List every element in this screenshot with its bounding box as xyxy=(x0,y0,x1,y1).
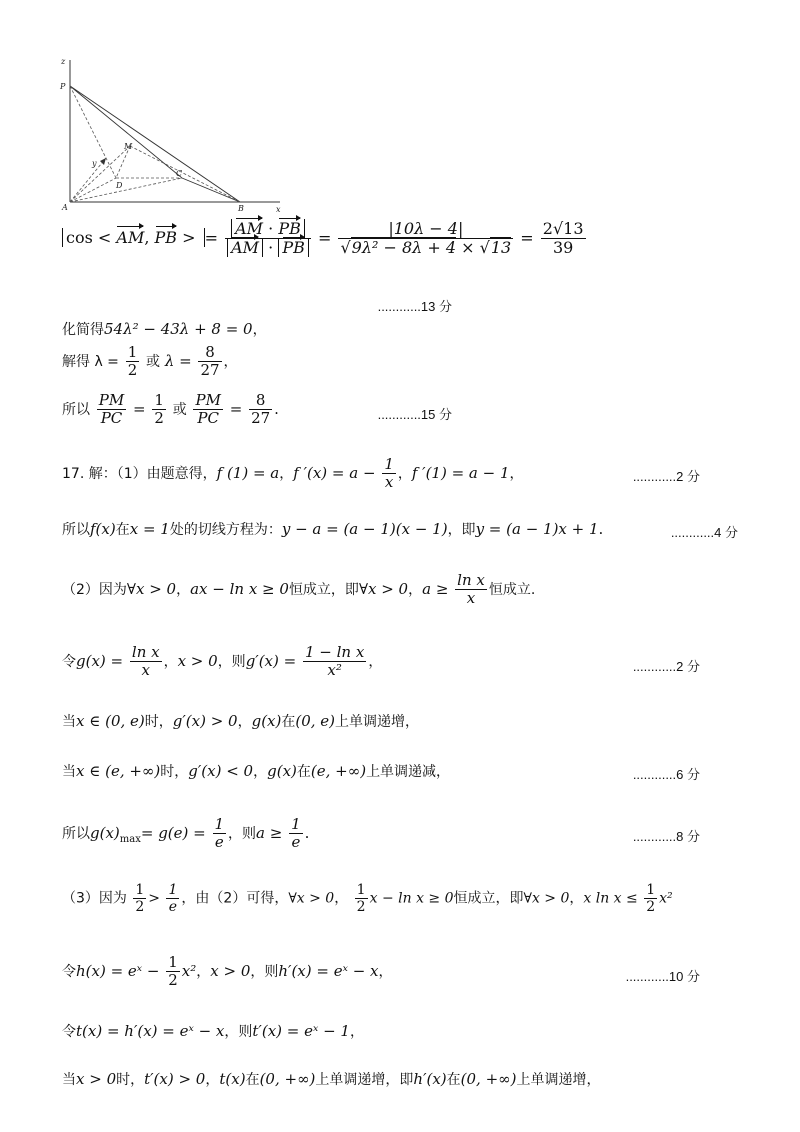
last-t2: 时， xyxy=(116,1072,145,1088)
gmax-sub: max xyxy=(119,833,141,845)
part3-t5: ， xyxy=(569,890,584,907)
score-17b-2: ............2 分 xyxy=(632,659,700,674)
tangent-t1: 所以 xyxy=(62,522,90,538)
part2-c2: ax − ln x ≥ 0 xyxy=(190,579,289,598)
edge-cb xyxy=(182,178,240,202)
label-c: C xyxy=(176,169,183,178)
dec-c4: (e, +∞) xyxy=(310,762,367,780)
let-gp-num: 1 − ln x xyxy=(304,643,365,661)
ratio-frac-pm-pc-2 xyxy=(193,392,222,428)
ratio-r2-den: 27 xyxy=(251,409,271,428)
vec-am: AM xyxy=(116,228,145,248)
solve-tail: ， xyxy=(223,353,238,370)
let-g-gp: g′(x) = xyxy=(245,651,297,670)
ratio-pm-1: PM xyxy=(98,391,125,409)
let-g-t1: 令 xyxy=(62,653,76,670)
edge-pc xyxy=(70,86,182,178)
tangent-t5: . xyxy=(598,520,604,538)
times: × xyxy=(461,238,475,258)
edge-ad xyxy=(70,178,116,202)
part2-frac-num: ln x xyxy=(457,571,485,589)
part3-d4: 2 xyxy=(646,899,656,916)
gmax-eq: = g(e) = xyxy=(140,823,206,842)
q17-line xyxy=(62,456,524,492)
ratio-frac-2 xyxy=(249,392,272,428)
tangent-x1: x = 1 xyxy=(129,520,170,538)
let-h-t2: ， xyxy=(196,963,211,980)
label-x: x xyxy=(276,205,281,214)
ratio-eq-2: = xyxy=(229,399,243,418)
solve-f1-num: 1 xyxy=(127,343,138,361)
dec-t3: ， xyxy=(253,764,268,780)
last-c6: (0, +∞) xyxy=(460,1070,517,1088)
part2-t4: ， xyxy=(408,581,423,598)
part3-t4: 恒成立，即 xyxy=(453,890,524,907)
last-t4: 在 xyxy=(245,1072,260,1088)
let-g-t3: ，则 xyxy=(217,653,246,670)
edge-mb xyxy=(130,146,240,202)
let-g-t2: ， xyxy=(163,653,178,670)
score-13: ............13 分 xyxy=(377,299,452,314)
ratio-r1-num: 1 xyxy=(154,391,164,409)
solve-frac-1 xyxy=(126,344,140,380)
last-t7: 上单调递增， xyxy=(516,1072,601,1088)
part2-t2: ， xyxy=(176,581,191,598)
part3-frac-2 xyxy=(166,882,179,915)
let-t-c1: t(x) = h′(x) = eˣ − x xyxy=(76,1022,225,1040)
score-17-10: ............10 分 xyxy=(625,969,700,984)
gmax-t3: . xyxy=(304,823,310,842)
eq-2: = xyxy=(317,228,332,248)
y-axis-arrow xyxy=(100,158,106,165)
part3-t1: （3）因为 xyxy=(62,890,127,907)
part2-t3: 恒成立，即 xyxy=(288,581,359,598)
dec-c3: g(x) xyxy=(267,762,297,780)
inc-c4: (0, e) xyxy=(295,712,336,730)
inc-t1: 当 xyxy=(62,714,76,730)
inc-c1: x ∈ (0, e) xyxy=(76,712,145,730)
inc-c2: g′(x) > 0 xyxy=(172,712,238,730)
dec-c2: g′(x) < 0 xyxy=(188,762,254,780)
ratio-frac-pm-pc-1 xyxy=(97,392,126,428)
let-t-t3: ， xyxy=(349,1024,364,1040)
last-t5: 上单调递增，即 xyxy=(315,1072,414,1088)
let-h-t1: 令 xyxy=(62,963,76,980)
q17-f1: f (1) = a xyxy=(216,463,280,482)
last-c2: t′(x) > 0 xyxy=(144,1070,206,1088)
inc-c3: g(x) xyxy=(251,712,282,730)
let-t-t2: ，则 xyxy=(224,1024,253,1040)
tangent-t3: 处的切线方程为： xyxy=(169,522,282,538)
dec-line xyxy=(62,762,450,781)
root-1: 9λ² − 8λ + 4 xyxy=(351,238,457,258)
q17-intro: 17. 解：（1）由题意得， xyxy=(62,465,217,482)
let-t-c2: t′(x) = eˣ − 1 xyxy=(252,1022,350,1040)
frac-result xyxy=(541,220,586,258)
ratio-tail: . xyxy=(274,399,279,418)
part3-d2: e xyxy=(168,899,178,916)
geometry-figure xyxy=(58,54,288,214)
gmax-n2: 1 xyxy=(291,815,301,833)
q17-fp1: f ′(1) = a − 1 xyxy=(411,463,510,482)
label-a: A xyxy=(62,203,68,212)
ratio-r2-num: 8 xyxy=(249,392,272,410)
gmax-d2: e xyxy=(291,833,301,852)
tangent-t2: 在 xyxy=(115,522,130,538)
ratio-line xyxy=(62,392,279,428)
label-b: B xyxy=(238,204,244,213)
tangent-fx: f(x) xyxy=(90,520,116,538)
cos-suffix: > xyxy=(182,228,196,248)
score-17-4: ............4 分 xyxy=(670,525,738,540)
inc-t5: 上单调递增， xyxy=(335,714,420,730)
dot-1: · xyxy=(268,219,274,238)
eq-1: = xyxy=(204,228,219,248)
label-p: P xyxy=(60,82,66,91)
simplify-line xyxy=(62,320,267,339)
part3-d3: 2 xyxy=(356,899,366,916)
inc-t2: 时， xyxy=(144,714,173,730)
cos-prefix: cos < xyxy=(66,228,112,248)
edge-pb xyxy=(70,86,240,202)
cos-formula xyxy=(62,220,588,258)
q17-comma-3: ， xyxy=(509,465,524,482)
ratio-r1-den: 2 xyxy=(154,409,164,428)
part2-t1: （2）因为 xyxy=(62,581,127,598)
solve-f2-num: 8 xyxy=(198,344,221,362)
let-h-frac xyxy=(166,954,180,990)
dec-t2: 时， xyxy=(160,764,189,780)
let-g-frac-2 xyxy=(303,644,366,680)
part2-c1: ∀x > 0 xyxy=(126,579,177,598)
simplify-tail: ， xyxy=(252,322,267,338)
let-g-frac xyxy=(130,644,162,680)
solve-line xyxy=(62,344,238,380)
part3-c1: ∀x > 0 xyxy=(288,890,335,907)
part3-n4: 1 xyxy=(646,882,656,898)
part2-frac xyxy=(455,572,487,608)
solve-f2-den: 27 xyxy=(200,361,220,380)
ratio-or: 或 xyxy=(172,401,187,418)
q17-frac-num: 1 xyxy=(384,455,394,473)
q17-comma-2: ， xyxy=(397,465,412,482)
q17-comma-1: ， xyxy=(279,465,294,482)
let-h-c1: x² xyxy=(181,961,197,980)
part3-t2: ，由（2）可得， xyxy=(181,890,289,907)
let-h-t3: ，则 xyxy=(250,963,279,980)
part3-d1: 2 xyxy=(135,899,145,916)
let-g-c1: x > 0 xyxy=(177,651,218,670)
last-c4: (0, +∞) xyxy=(259,1070,316,1088)
vec-pb-num: PB xyxy=(278,219,301,238)
part3-n3: 1 xyxy=(356,882,366,898)
let-g-line xyxy=(62,644,382,680)
q17-frac-den: x xyxy=(384,473,394,492)
let-g-t4: ， xyxy=(368,653,383,670)
tangent-line xyxy=(62,520,603,539)
result-den: 39 xyxy=(552,238,574,258)
part3-frac-1 xyxy=(133,882,146,915)
dec-t4: 在 xyxy=(296,764,311,780)
let-h-d1: 2 xyxy=(168,971,178,990)
gmax-line xyxy=(62,816,309,852)
part2-t5: 恒成立. xyxy=(488,581,536,598)
solve-frac-2 xyxy=(198,344,221,380)
label-z: z xyxy=(61,57,66,66)
q17-frac xyxy=(382,456,396,492)
score-17-2: ............2 分 xyxy=(632,469,700,484)
solve-f1-den: 2 xyxy=(127,361,138,380)
frac-lambda-num: |10λ − 4| xyxy=(338,220,513,239)
part3-c3: ∀x > 0 xyxy=(523,890,570,907)
solve-label: 解得 λ = xyxy=(62,353,119,370)
gmax-g: g(x) xyxy=(90,823,120,842)
inc-t3: ， xyxy=(237,714,252,730)
ratio-frac-1 xyxy=(152,392,166,428)
let-t-t1: 令 xyxy=(62,1024,76,1040)
eq-3: = xyxy=(520,228,534,248)
let-h-hp: h′(x) = eˣ − x xyxy=(278,961,379,980)
gmax-t2: ，则 xyxy=(228,825,257,842)
cos-lhs: cos < AM, PB > xyxy=(62,228,205,247)
dec-t1: 当 xyxy=(62,764,76,780)
score-17-8: ............8 分 xyxy=(632,829,700,844)
part3-n2: 1 xyxy=(168,882,178,898)
let-h-line xyxy=(62,954,393,990)
frac-dot-over-norms xyxy=(225,220,311,258)
part2-line xyxy=(62,572,535,608)
part2-c3: ∀x > 0 xyxy=(358,579,409,598)
gmax-frac-1 xyxy=(213,816,227,852)
gmax-t1: 所以 xyxy=(62,825,90,842)
simplify-expr: 54λ² − 43λ + 8 = 0 xyxy=(104,320,253,338)
vec-pb-den: PB xyxy=(282,238,305,258)
vec-pb: PB xyxy=(154,228,178,248)
frac-lambda: $\frac{|10\lambda - 4|}{\text{√9λ² − 8λ + 4 × √13}}$ xyxy=(340,219,512,258)
ratio-label: 所以 xyxy=(62,401,90,418)
part3-n1: 1 xyxy=(135,882,145,898)
part3-gt: > xyxy=(148,890,161,907)
label-d: D xyxy=(116,181,123,190)
part3-c5: x² xyxy=(659,890,673,907)
inc-line xyxy=(62,712,419,731)
ratio-eq-1: = xyxy=(133,399,146,418)
label-y: y xyxy=(92,159,97,168)
last-c3: t(x) xyxy=(219,1070,246,1088)
last-t6: 在 xyxy=(446,1072,461,1088)
part3-c4: x ln x ≤ xyxy=(583,890,638,907)
gmax-n1: 1 xyxy=(214,815,225,833)
part3-line xyxy=(62,882,673,915)
root-2: 13 xyxy=(490,238,512,258)
let-h-t4: ， xyxy=(378,963,393,980)
ratio-pc-1: PC xyxy=(100,409,123,428)
part3-frac-3 xyxy=(355,882,368,915)
tangent-eq1: y − a = (a − 1)(x − 1) xyxy=(281,520,448,538)
let-g-g: g(x) = xyxy=(76,651,124,670)
ratio-pm-2: PM xyxy=(195,391,221,409)
inc-t4: 在 xyxy=(281,714,296,730)
part2-c4: a ≥ xyxy=(422,579,449,598)
last-t1: 当 xyxy=(62,1072,76,1088)
vec-am-den: AM xyxy=(231,238,260,258)
let-h-c2: x > 0 xyxy=(210,961,251,980)
gmax-a: a ≥ xyxy=(256,823,283,842)
solve-lam: λ = xyxy=(164,351,192,370)
solve-or: 或 xyxy=(146,353,161,370)
label-m: M xyxy=(124,142,133,151)
score-15: ............15 分 xyxy=(377,407,452,422)
part3-t3: ， xyxy=(334,890,349,907)
last-c1: x > 0 xyxy=(76,1070,117,1088)
dec-t5: 上单调递减， xyxy=(366,764,451,780)
let-h-n1: 1 xyxy=(168,953,178,971)
q17-fp: f ′(x) = a − xyxy=(293,463,376,482)
part3-c2: x − ln x ≥ 0 xyxy=(369,890,454,907)
gmax-frac-2 xyxy=(289,816,303,852)
last-t3: ， xyxy=(205,1072,220,1088)
result-num: 2√13 xyxy=(542,219,584,238)
part2-frac-den: x xyxy=(466,589,476,608)
let-t-line xyxy=(62,1022,364,1041)
let-h-h: h(x) = eˣ − xyxy=(76,961,160,980)
part3-frac-4 xyxy=(644,882,657,915)
last-line xyxy=(62,1070,601,1089)
last-c5: h′(x) xyxy=(413,1070,447,1088)
score-17-6: ............6 分 xyxy=(632,767,700,782)
gmax-d1: e xyxy=(214,833,224,852)
dot-2: · xyxy=(268,238,274,258)
vec-am-num: AM xyxy=(235,219,264,238)
simplify-label: 化简得 xyxy=(62,322,104,338)
let-g-den: x xyxy=(141,661,150,680)
tangent-eq2: y = (a − 1)x + 1 xyxy=(475,520,599,538)
dec-c1: x ∈ (e, +∞) xyxy=(76,762,161,780)
let-gp-den: x² xyxy=(327,661,342,680)
ratio-pc-2: PC xyxy=(197,409,219,428)
tangent-t4: ，即 xyxy=(447,522,476,538)
let-g-num: ln x xyxy=(131,643,160,661)
edge-am xyxy=(70,146,130,202)
